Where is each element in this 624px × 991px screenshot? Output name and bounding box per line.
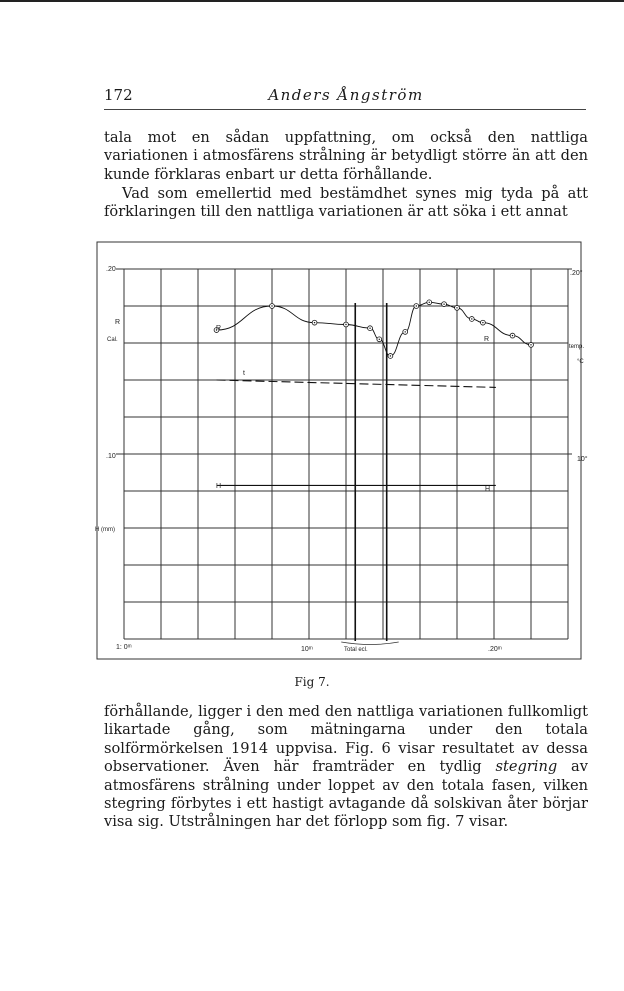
r-symbol-label: R [115, 319, 121, 326]
series-r-point-center [443, 303, 444, 304]
series-r-point-center [482, 322, 483, 323]
series-r-point-center [369, 328, 370, 329]
series-r-point-center [530, 344, 531, 345]
chart-svg [95, 241, 588, 662]
curve-label-r-right: R [484, 336, 490, 343]
curve-label-h-left: H [216, 483, 222, 490]
t-top-label: .20° [570, 270, 583, 277]
figure-7 [95, 241, 588, 662]
chart-marks [214, 300, 533, 645]
series-r-point-center [512, 335, 513, 336]
series-r-point-center [429, 302, 430, 303]
paragraph-1: tala mot en sådan uppfattning, om också den nattliga variationen i atmosfärens strålning är betydligt större än att den kunde förklaras enbart ur detta förhållande. [104, 129, 588, 183]
series-r-point-center [390, 355, 391, 356]
running-title: Anders Ångström [268, 86, 424, 104]
figure-caption: Fig 7. [294, 675, 330, 689]
curve-label-r-left: R [216, 325, 222, 332]
series-t-dashed-line [217, 380, 496, 387]
x-label-mid: 10ᵐ [301, 646, 313, 653]
page-number: 172 [104, 86, 133, 104]
curve-label-h-right: H [485, 486, 491, 493]
paragraph-3-emphasis: stegring [495, 758, 558, 776]
header-rule [104, 109, 586, 110]
curve-label-t: t [243, 370, 245, 377]
page-header [104, 86, 588, 108]
paragraph-3-text-a: förhållande, ligger i den med den nattliga variationen fullkomligt likartade gång, som mätningarna under den totala solförmörkelsen 1914 uppvisa. Fig. 6 visar resultatet av dessa observationer. Även här framträder en tydlig [104, 703, 588, 776]
x-label-totality: Total ecl. [344, 647, 368, 653]
series-r-point-center [314, 322, 315, 323]
x-label-end: .20ᵐ [488, 646, 502, 653]
series-r-point-center [471, 318, 472, 319]
series-r-point-center [345, 324, 346, 325]
series-r-point-center [379, 339, 380, 340]
series-r-point-center [456, 307, 457, 308]
paragraph-2: Vad som emellertid med bestämdhet synes mig tyda på att förklaringen till den nattliga variationen är att söka i ett annat [104, 185, 588, 221]
r-unit-label: Cal. [107, 337, 118, 343]
series-r-line [217, 302, 532, 356]
top-rule [0, 0, 624, 2]
figure-border [97, 242, 581, 659]
series-r-point-center [416, 305, 417, 306]
r-top-label: .20 [106, 266, 116, 273]
paragraph-3 [104, 703, 588, 832]
r-mid-label: .10 [106, 453, 116, 460]
t-unit-label-2: °C [577, 359, 584, 365]
totality-bracket [341, 642, 398, 645]
t-mid-label: 10° [577, 456, 588, 463]
t-unit-label-1: temp. [569, 344, 585, 350]
series-r-point-center [271, 305, 272, 306]
x-label-start: 1: 0ᵐ [116, 644, 132, 651]
paragraph-3-text-b: av atmosfärens strålning under loppet av den totala fasen, vilken stegring förbytes i ett hastigt avtagande då solskivan åter börjar visa sig. Utstrålningen har det förlopp som fig. 7 visar. [104, 758, 588, 831]
series-r-point-center [405, 331, 406, 332]
h-unit-label: H (mm) [95, 527, 115, 533]
